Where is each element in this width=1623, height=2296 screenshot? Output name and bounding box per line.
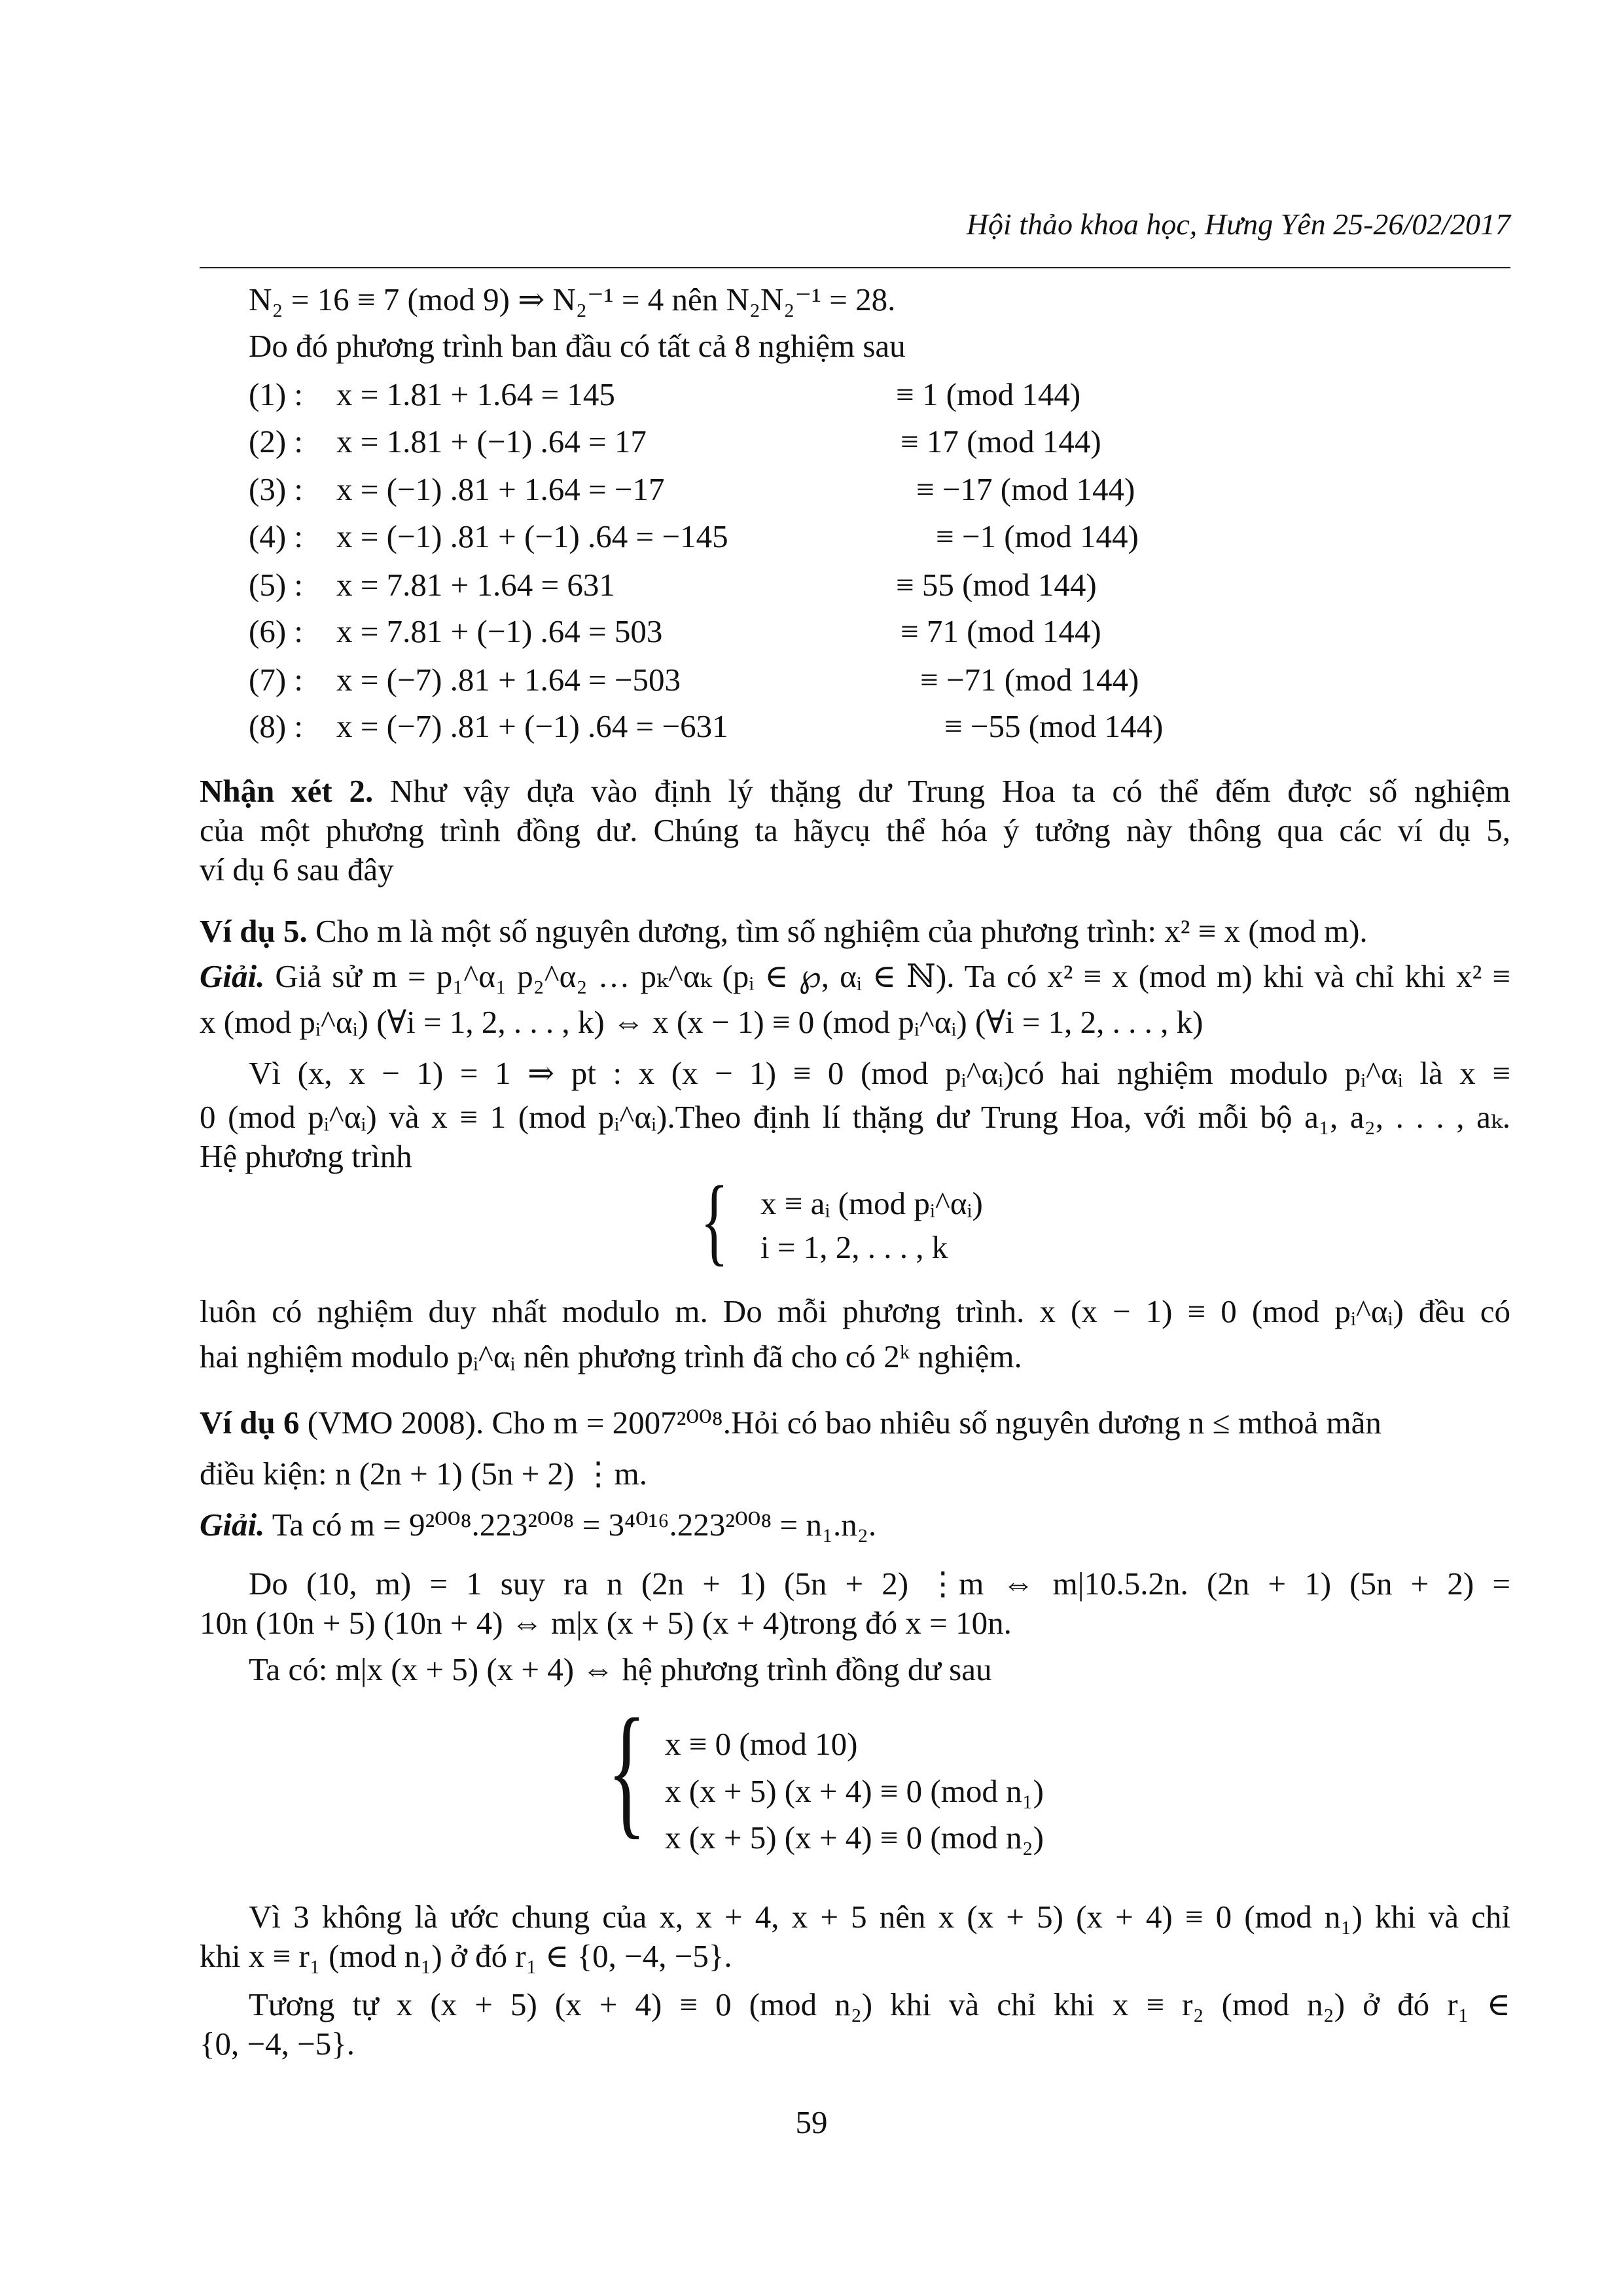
solution-expr: x = (−7) .81 + (−1) .64 = −631	[336, 708, 728, 744]
example-6-statement	[200, 1403, 1382, 1443]
text-line: điều kiện: n (2n + 1) (5n + 2) ⋮m.	[200, 1456, 647, 1492]
text-line	[200, 1505, 876, 1545]
text: Ta có m = 9²⁰⁰⁸.223²⁰⁰⁸ = 3⁴⁰¹⁶.223²⁰⁰⁸ = n₁.n₂.	[264, 1507, 877, 1543]
remark-title: Nhận xét 2.	[200, 773, 374, 809]
solution-label: (8) :	[249, 708, 303, 744]
system-line: i = 1, 2, . . . , k	[760, 1229, 948, 1265]
remark-line	[200, 772, 1510, 811]
header-rule	[200, 267, 1510, 268]
text: Cho m là một số nguyên dương, tìm số nghiệm của phương trình: x² ≡ x (mod m).	[315, 913, 1368, 949]
system-line: x (x + 5) (x + 4) ≡ 0 (mod n₁)	[665, 1773, 1044, 1809]
text-line: Hệ phương trình	[200, 1138, 412, 1174]
solution-expr: x = (−7) .81 + 1.64 = −503	[336, 662, 681, 698]
solution-res: ≡ −55 (mod 144)	[944, 708, 1164, 744]
text-line	[200, 957, 1510, 996]
text-line: 0 (mod pᵢ^αᵢ) và x ≡ 1 (mod pᵢ^αᵢ).Theo định lí thặng dư Trung Hoa, với mỗi bộ a₁, a₂, . . . , aₖ.	[200, 1099, 1510, 1135]
text: (VMO 2008). Cho m = 2007²⁰⁰⁸.Hỏi có bao nhiêu số nguyên dương n ≤ mthoả mãn	[299, 1405, 1382, 1441]
solution-expr: x = 1.81 + 1.64 = 145	[336, 376, 615, 412]
text-line: Vì (x, x − 1) = 1 ⇒ pt : x (x − 1) ≡ 0 (mod pᵢ^αᵢ)có hai nghiệm modulo pᵢ^αᵢ là x ≡	[249, 1055, 1510, 1091]
solution-res: ≡ 1 (mod 144)	[896, 376, 1081, 412]
text: Giả sử m = p₁^α₁ p₂^α₂ … pₖ^αₖ (pᵢ ∈ ℘, αᵢ ∈ ℕ). Ta có x² ≡ x (mod m) khi và chỉ khi x² ≡	[275, 958, 1510, 994]
example-title: Ví dụ 6	[200, 1405, 300, 1441]
running-header: Hội thảo khoa học, Hưng Yên 25-26/02/2017	[966, 207, 1510, 241]
system-line: x (x + 5) (x + 4) ≡ 0 (mod n₂)	[665, 1820, 1044, 1856]
system-line: x ≡ aᵢ (mod pᵢ^αᵢ)	[760, 1185, 983, 1221]
text-line: Ta có: m|x (x + 5) (x + 4) ⇔ hệ phương trình đồng dư sau	[249, 1651, 992, 1687]
solution-label: (5) :	[249, 567, 303, 603]
solution-label: (3) :	[249, 471, 303, 507]
solution-res: ≡ −17 (mod 144)	[916, 471, 1135, 507]
solution-res: ≡ 55 (mod 144)	[896, 567, 1097, 603]
solution-expr: x = 7.81 + 1.64 = 631	[336, 567, 615, 603]
text-line: 10n (10n + 5) (10n + 4) ⇔ m|x (x + 5) (x + 4)trong đó x = 10n.	[200, 1605, 1012, 1641]
solution-expr: x = 7.81 + (−1) .64 = 503	[336, 613, 663, 649]
solution-label: (7) :	[249, 662, 303, 698]
solution-res: ≡ 17 (mod 144)	[901, 423, 1101, 459]
solution-label: (6) :	[249, 613, 303, 649]
text-line: khi x ≡ r₁ (mod n₁) ở đó r₁ ∈ {0, −4, −5}.	[200, 1938, 732, 1974]
text-line: ví dụ 6 sau đây	[200, 852, 394, 888]
text-line: N₂ = 16 ≡ 7 (mod 9) ⇒ N₂⁻¹ = 4 nên N₂N₂⁻¹ = 28.	[249, 281, 896, 317]
text: Như vậy dựa vào định lý thặng dư Trung Hoa ta có thể đếm được số nghiệm	[390, 773, 1510, 809]
text-line: Do đó phương trình ban đầu có tất cả 8 nghiệm sau	[249, 328, 906, 364]
solution-res: ≡ 71 (mod 144)	[901, 613, 1101, 649]
brace: {	[700, 1166, 729, 1275]
solution-label: Giải.	[200, 958, 265, 994]
text-line: của một phương trình đồng dư. Chúng ta hãycụ thể hóa ý tưởng này thông qua các ví dụ 5,	[200, 812, 1510, 848]
text-line: hai nghiệm modulo pᵢ^αᵢ nên phương trình đã cho có 2ᵏ nghiệm.	[200, 1338, 1022, 1374]
example-5-statement	[200, 912, 1368, 951]
text-line: luôn có nghiệm duy nhất modulo m. Do mỗi phương trình. x (x − 1) ≡ 0 (mod pᵢ^αᵢ) đều có	[200, 1293, 1510, 1329]
solution-expr: x = 1.81 + (−1) .64 = 17	[336, 423, 647, 459]
text-line: Tương tự x (x + 5) (x + 4) ≡ 0 (mod n₂) khi và chỉ khi x ≡ r₂ (mod n₂) ở đó r₁ ∈	[249, 1986, 1510, 2022]
solution-expr: x = (−1) .81 + (−1) .64 = −145	[336, 518, 728, 554]
solution-expr: x = (−1) .81 + 1.64 = −17	[336, 471, 665, 507]
solution-res: ≡ −71 (mod 144)	[920, 662, 1139, 698]
solution-label: (1) :	[249, 376, 303, 412]
solution-label: (2) :	[249, 423, 303, 459]
solution-label: Giải.	[200, 1507, 265, 1543]
text-line: Vì 3 không là ước chung của x, x + 4, x + 5 nên x (x + 5) (x + 4) ≡ 0 (mod n₁) khi và chỉ	[249, 1899, 1510, 1935]
text-line: x (mod pᵢ^αᵢ) (∀i = 1, 2, . . . , k) ⇔ x (x − 1) ≡ 0 (mod pᵢ^αᵢ) (∀i = 1, 2, . . . , k)	[200, 1004, 1204, 1040]
system-line: x ≡ 0 (mod 10)	[665, 1726, 858, 1762]
example-title: Ví dụ 5.	[200, 913, 308, 949]
solution-label: (4) :	[249, 518, 303, 554]
text-line: Do (10, m) = 1 suy ra n (2n + 1) (5n + 2) ⋮m ⇔ m|10.5.2n. (2n + 1) (5n + 2) =	[249, 1566, 1510, 1602]
brace: {	[607, 1688, 647, 1852]
text-line: {0, −4, −5}.	[200, 2026, 355, 2062]
solution-res: ≡ −1 (mod 144)	[936, 518, 1139, 554]
page-number: 59	[795, 2104, 828, 2140]
